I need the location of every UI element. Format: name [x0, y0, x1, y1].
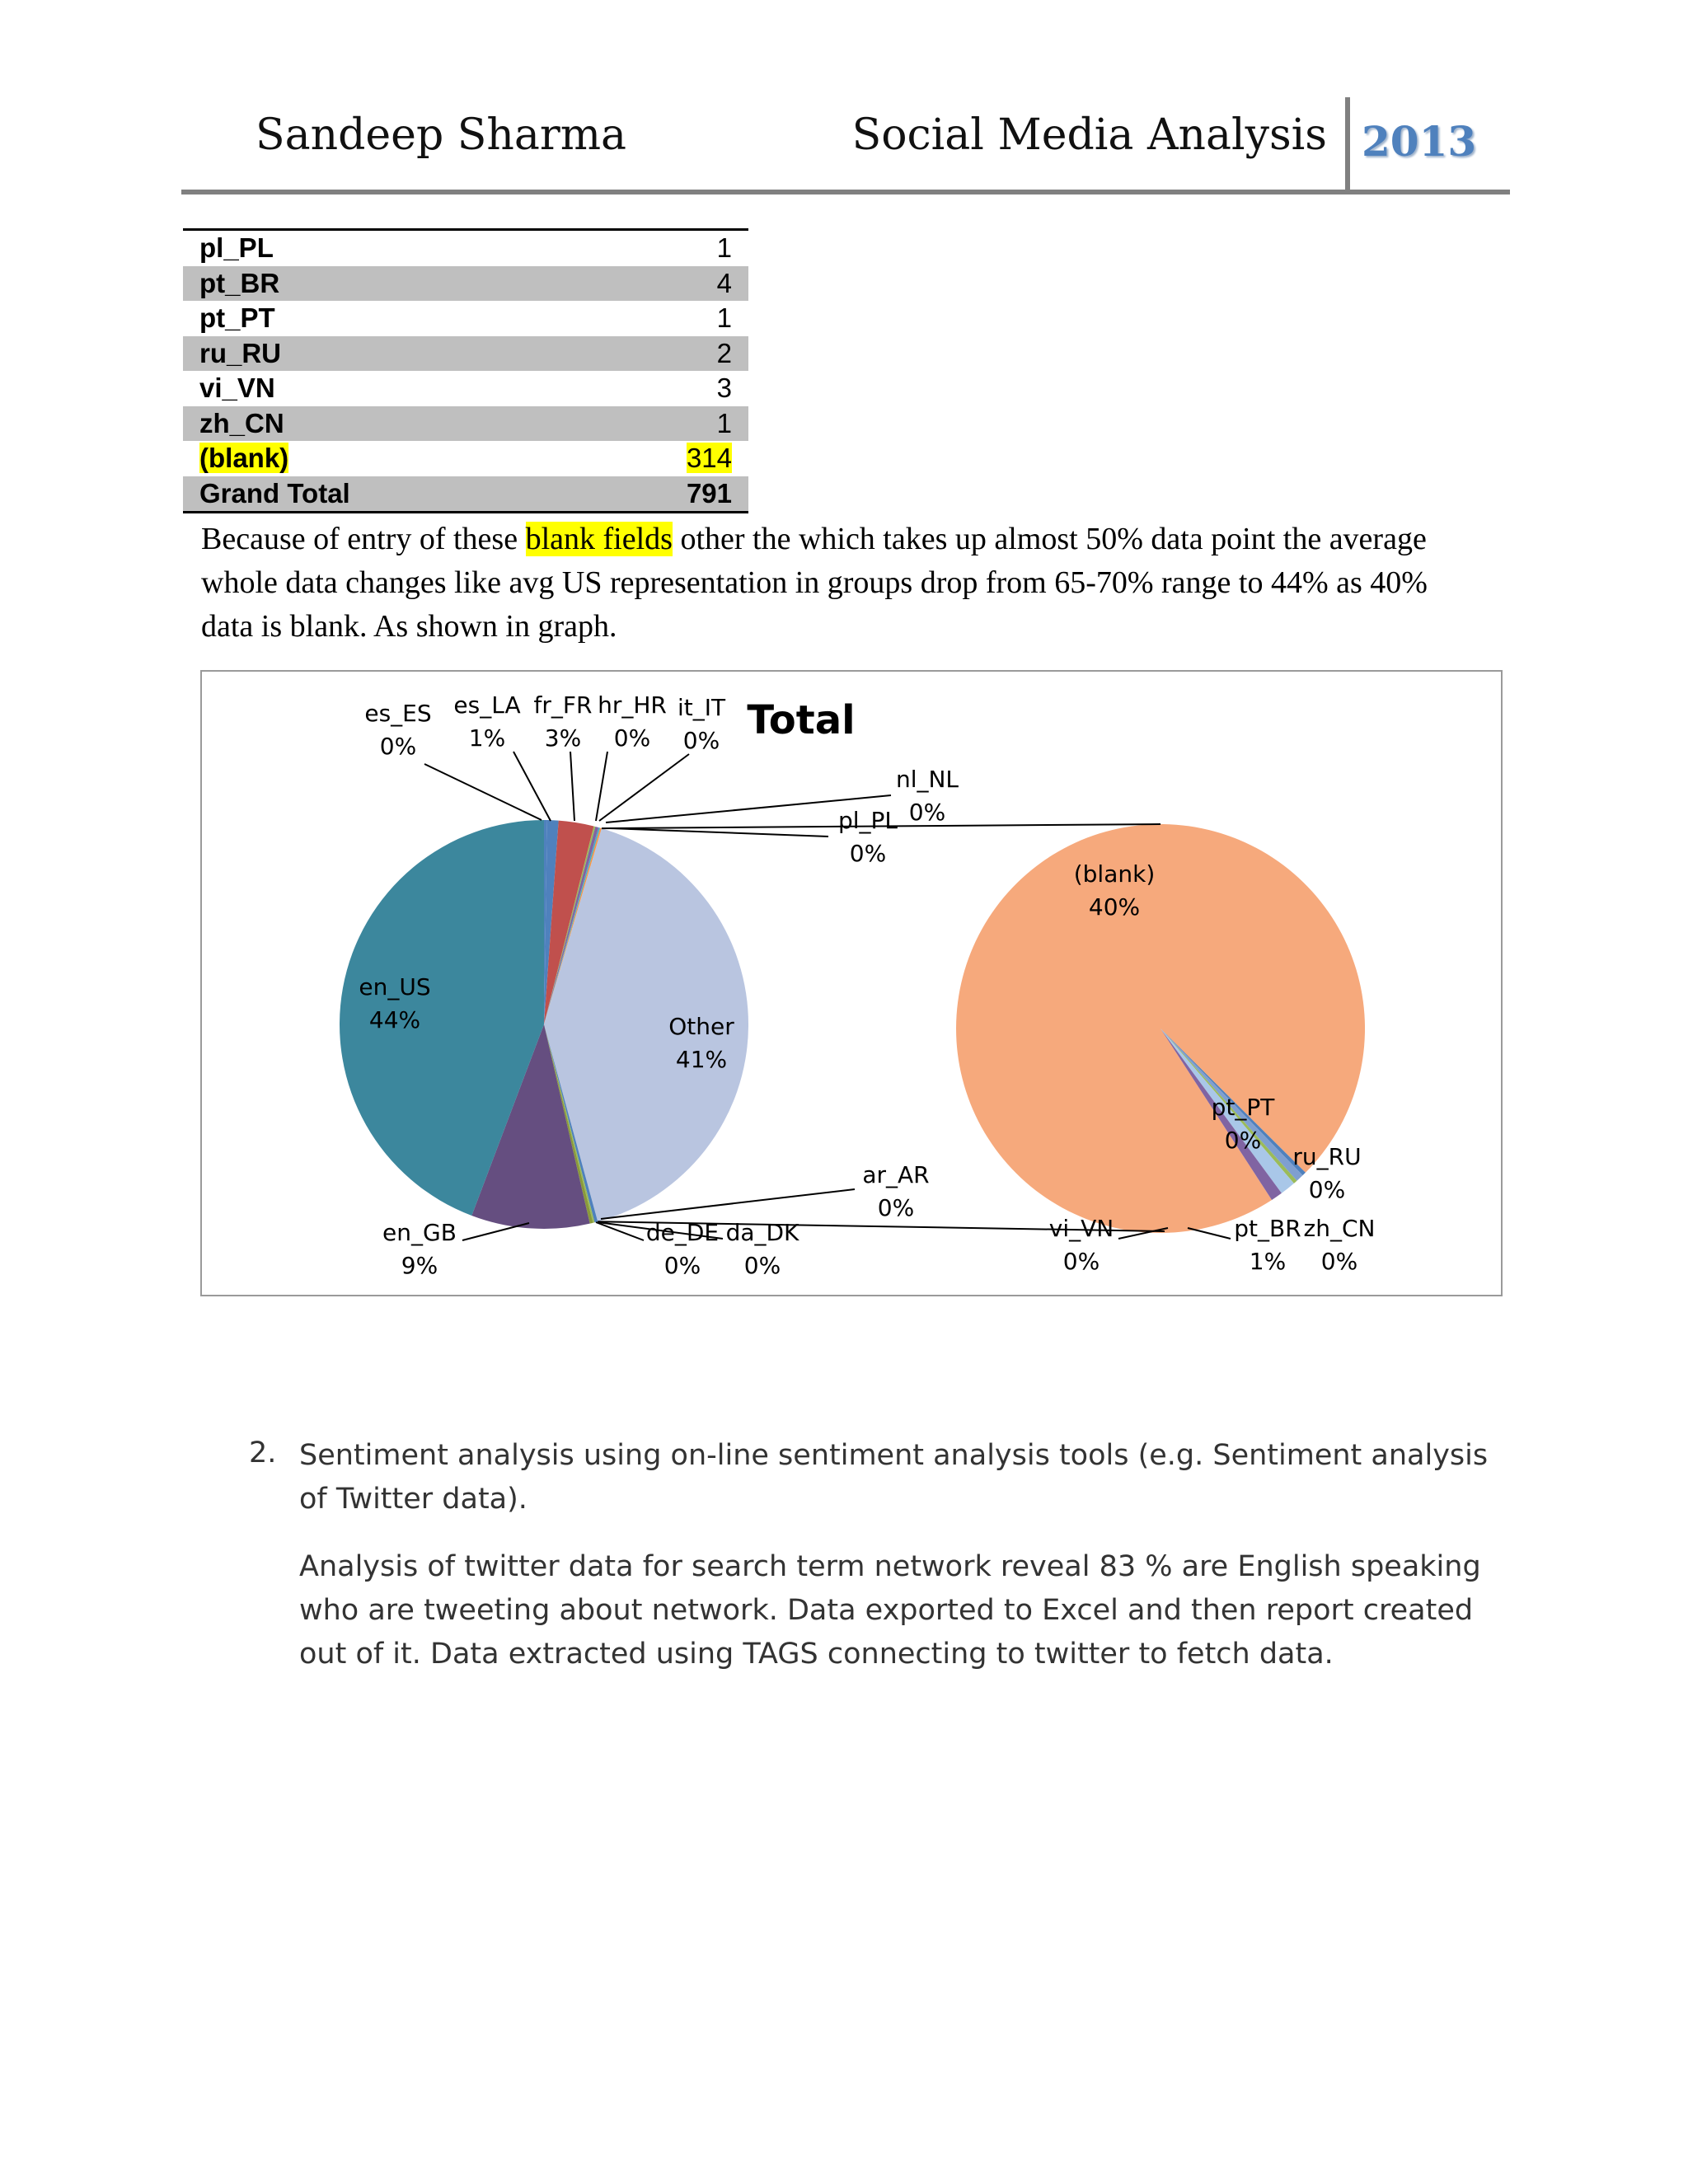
data-label-zhCN: zh_CN — [1303, 1215, 1376, 1242]
data-label-deDE: de_DE — [645, 1219, 720, 1246]
pie-of-pie-chart — [200, 670, 1503, 1296]
header-divider — [1345, 97, 1350, 190]
row-value: 2 — [579, 336, 748, 372]
table-row — [183, 230, 748, 266]
data-value-blank: 40% — [1088, 893, 1141, 921]
row-value: 3 — [716, 373, 732, 404]
label-leader-line — [596, 752, 607, 821]
highlighted-text: blank fields — [525, 522, 673, 556]
data-label-esLA: es_LA — [453, 691, 521, 719]
label-leader-line — [462, 1223, 529, 1240]
label-leader-line — [513, 752, 551, 821]
list-body: Analysis of twitter data for search term network reveal 83 % are English speaking who are tweeting about network. Data exported to Excel and then report created out of it. Data extracted using TAGS connecting to twitter to fetch data. — [299, 1550, 1481, 1671]
total-label: Grand Total — [183, 476, 579, 513]
list-heading: Sentiment analysis using on-line sentiment analysis tools (e.g. Sentiment analysis of Twitter data). — [299, 1439, 1489, 1516]
label-leader-line — [610, 828, 828, 837]
table-row — [183, 301, 748, 336]
paragraph-text: Because of entry of these — [201, 522, 526, 556]
body-paragraph — [201, 518, 1454, 649]
data-label-hrHR: hr_HR — [598, 691, 667, 719]
list-number: 2. — [249, 1436, 277, 1469]
data-value-esLA: 1% — [468, 724, 506, 752]
data-label-blank: (blank) — [1073, 860, 1156, 888]
data-value-itIT: 0% — [682, 727, 720, 754]
document-title: Social Media Analysis — [851, 110, 1327, 160]
paragraph-text: other the which takes up almost 50% data point the average whole data changes like avg US representation in groups drop from 65-70% range to 44% as 40% data is blank. As shown in graph. — [201, 522, 1428, 644]
data-label-Other: Other — [668, 1013, 734, 1040]
data-value-enUS: 44% — [368, 1006, 421, 1033]
data-label-itIT: it_IT — [677, 694, 726, 721]
table-total-row — [183, 476, 748, 513]
row-value: 1 — [579, 230, 748, 266]
data-value-enGB: 9% — [401, 1252, 438, 1279]
data-label-esES: es_ES — [364, 700, 432, 727]
row-value: 314 — [686, 443, 732, 474]
data-label-enUS: en_US — [359, 973, 431, 1001]
chart-title: Total — [747, 697, 856, 743]
data-label-enGB: en_GB — [382, 1219, 457, 1246]
data-value-ptBR: 1% — [1249, 1248, 1287, 1275]
row-value: 1 — [716, 302, 732, 334]
page-header — [181, 97, 1510, 194]
total-value: 791 — [579, 476, 748, 513]
data-value-deDE: 0% — [663, 1252, 701, 1279]
data-label-daDK: da_DK — [725, 1219, 799, 1246]
table-row — [183, 336, 748, 372]
data-value-ruRU: 0% — [1308, 1176, 1346, 1203]
data-label-frFR: fr_FR — [533, 691, 593, 719]
row-label: pl_PL — [183, 230, 579, 266]
row-label: pt_BR — [183, 266, 579, 302]
author-name: Sandeep Sharma — [256, 110, 627, 160]
data-label-nlNL: nl_NL — [895, 766, 959, 793]
table-row — [183, 406, 748, 442]
data-label-ptPT: pt_PT — [1211, 1094, 1275, 1121]
table-row-blank — [183, 441, 748, 476]
row-label: vi_VN — [199, 373, 275, 404]
document-year: 2013 — [1362, 117, 1477, 166]
label-leader-line — [599, 754, 689, 821]
row-label: pt_PT — [199, 302, 275, 334]
data-value-Other: 41% — [675, 1046, 728, 1073]
data-label-ruRU: ru_RU — [1292, 1143, 1362, 1170]
row-value: 1 — [579, 406, 748, 442]
table-row — [183, 266, 748, 302]
data-label-ptBR: pt_BR — [1234, 1215, 1301, 1242]
data-label-plPL: pl_PL — [837, 807, 898, 834]
data-value-viVN: 0% — [1062, 1248, 1100, 1275]
data-value-ptPT: 0% — [1224, 1127, 1262, 1154]
data-value-zhCN: 0% — [1320, 1248, 1358, 1275]
data-value-hrHR: 0% — [613, 724, 651, 752]
row-value: 4 — [579, 266, 748, 302]
data-value-plPL: 0% — [849, 840, 887, 867]
row-label: ru_RU — [183, 336, 579, 372]
row-label: zh_CN — [183, 406, 579, 442]
label-leader-line — [570, 752, 574, 821]
chart-canvas — [202, 672, 1501, 1295]
data-value-daDK: 0% — [743, 1252, 781, 1279]
data-value-frFR: 3% — [544, 724, 582, 752]
data-label-viVN: vi_VN — [1048, 1215, 1114, 1242]
label-leader-line — [1188, 1228, 1231, 1239]
row-label: (blank) — [199, 443, 289, 474]
table-row — [183, 371, 748, 406]
data-value-nlNL: 0% — [908, 799, 946, 826]
data-value-arAR: 0% — [877, 1194, 915, 1221]
data-value-esES: 0% — [379, 733, 417, 760]
data-label-arAR: ar_AR — [862, 1161, 930, 1188]
locale-count-table — [183, 228, 748, 513]
